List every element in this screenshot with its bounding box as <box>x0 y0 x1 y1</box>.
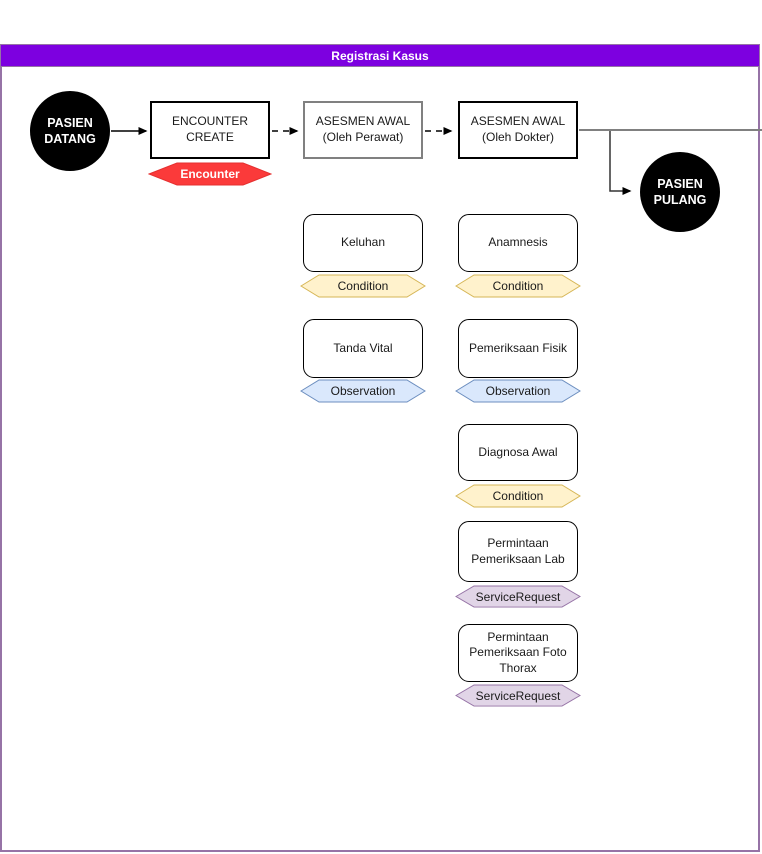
process-asesmen-awal-perawat-label: ASESMEN AWAL (Oleh Perawat) <box>315 114 411 144</box>
card-diagnosa-awal <box>458 424 578 481</box>
process-asesmen-awal-dokter <box>458 101 578 159</box>
tag-thorax-servicerequest-label: ServiceRequest <box>475 688 561 703</box>
tag-thorax-servicerequest <box>455 684 581 707</box>
tag-anamnesis-condition <box>455 274 581 298</box>
card-permintaan-foto-thorax <box>458 624 578 682</box>
card-permintaan-pemeriksaan-lab-label: Permintaan Pemeriksaan Lab <box>471 535 565 566</box>
card-tanda-vital-label: Tanda Vital <box>333 340 393 355</box>
tag-anamnesis-condition-label: Condition <box>492 279 544 293</box>
tag-pemeriksaan-fisik-observation-label: Observation <box>485 384 551 398</box>
tag-encounter <box>148 162 272 186</box>
start-node-pasien-datang <box>30 91 110 171</box>
tag-diagnosa-awal-condition <box>455 484 581 508</box>
tag-lab-servicerequest <box>455 585 581 608</box>
tag-pemeriksaan-fisik-observation <box>455 379 581 403</box>
process-encounter-create <box>150 101 270 159</box>
card-tanda-vital <box>303 319 423 378</box>
container-left-border <box>0 44 2 852</box>
card-permintaan-pemeriksaan-lab <box>458 521 578 582</box>
process-asesmen-awal-perawat <box>303 101 423 159</box>
connector-branch-to-end <box>610 131 630 191</box>
card-pemeriksaan-fisik-label: Pemeriksaan Fisik <box>468 340 568 355</box>
diagram-header <box>0 44 760 67</box>
tag-keluhan-condition-label: Condition <box>337 279 389 293</box>
tag-tanda-vital-observation-label: Observation <box>330 384 396 398</box>
tag-tanda-vital-observation <box>300 379 426 403</box>
tag-diagnosa-awal-condition-label: Condition <box>492 489 544 503</box>
tag-encounter-label: Encounter <box>180 167 240 181</box>
card-anamnesis <box>458 214 578 272</box>
end-node-pasien-pulang <box>640 152 720 232</box>
process-encounter-create-label: ENCOUNTER CREATE <box>171 114 248 144</box>
card-anamnesis-label: Anamnesis <box>488 235 548 250</box>
card-diagnosa-awal-label: Diagnosa Awal <box>478 444 558 459</box>
container-bottom-border <box>0 850 760 852</box>
end-node-label: PASIEN PULANG <box>653 176 707 207</box>
container-right-border <box>758 44 760 852</box>
diagram-title: Registrasi Kasus <box>331 48 429 63</box>
start-node-label: PASIEN DATANG <box>44 115 96 146</box>
card-pemeriksaan-fisik <box>458 319 578 378</box>
card-permintaan-foto-thorax-label: Permintaan Pemeriksaan Foto Thorax <box>469 629 567 675</box>
tag-keluhan-condition <box>300 274 426 298</box>
tag-lab-servicerequest-label: ServiceRequest <box>475 589 561 604</box>
card-keluhan <box>303 214 423 272</box>
process-asesmen-awal-dokter-label: ASESMEN AWAL (Oleh Dokter) <box>470 114 566 144</box>
card-keluhan-label: Keluhan <box>340 235 386 250</box>
